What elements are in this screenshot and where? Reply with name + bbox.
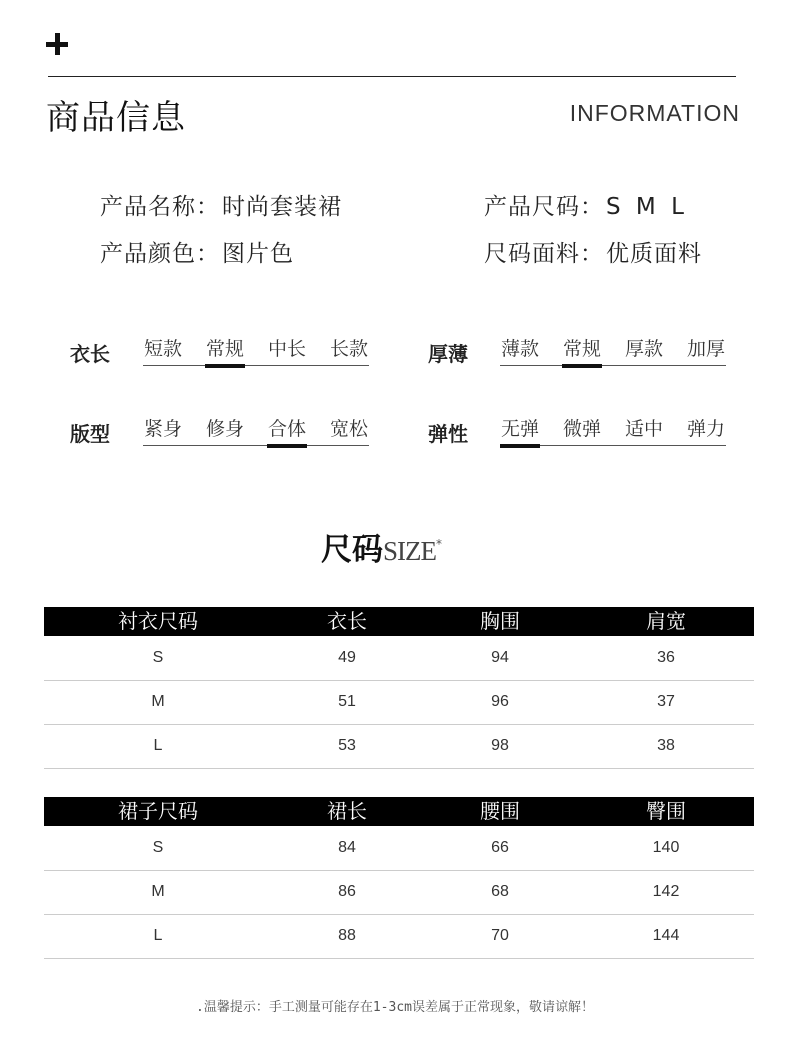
table-cell: 144 [578, 914, 754, 958]
info-value: 时尚套装裙 [222, 194, 342, 220]
measurement-note: .温馨提示：手工测量可能存在1-3cm误差属于正常现象，敬请谅解！ [196, 1000, 594, 1015]
attr-option: 弹力 [686, 418, 725, 440]
attr-option: 短款 [143, 338, 182, 360]
size-heading-cn: 尺码 [321, 532, 383, 568]
attr-options-thickness [500, 336, 726, 366]
table-header: 裙子尺码 [118, 799, 198, 823]
attr-label-elasticity: 弹性 [428, 422, 468, 446]
table-cell: 94 [422, 636, 578, 680]
table-cell: 86 [272, 870, 422, 914]
info-value: S M L [606, 194, 688, 220]
table-cell: S [44, 636, 272, 680]
table-cell: M [44, 870, 272, 914]
table-row [44, 680, 754, 724]
size-heading-en: SIZE [383, 536, 436, 566]
info-label: 尺码面料： [484, 241, 604, 267]
table-header: 衣长 [327, 609, 367, 633]
info-fabric [484, 235, 702, 268]
table-cell: 36 [578, 636, 754, 680]
table-header: 肩宽 [646, 609, 686, 633]
table-header: 臀围 [646, 799, 686, 823]
table-cell: 68 [422, 870, 578, 914]
table-header: 腰围 [480, 799, 520, 823]
table-cell: 53 [272, 724, 422, 768]
table-cell: 96 [422, 680, 578, 724]
attr-option: 微弹 [562, 418, 601, 440]
table-cell: M [44, 680, 272, 724]
attr-option: 厚款 [624, 338, 663, 360]
table-header: 胸围 [480, 609, 520, 633]
attr-option: 宽松 [329, 418, 368, 440]
table-cell: 88 [272, 914, 422, 958]
table-row [44, 826, 754, 870]
table-cell: 98 [422, 724, 578, 768]
table-cell: 49 [272, 636, 422, 680]
table-cell: 142 [578, 870, 754, 914]
table-cell: 37 [578, 680, 754, 724]
table-cell: 66 [422, 826, 578, 870]
size-heading [321, 524, 442, 569]
table-cell: 38 [578, 724, 754, 768]
table-cell: S [44, 826, 272, 870]
attr-option: 紧身 [143, 418, 182, 440]
attr-option: 薄款 [500, 338, 539, 360]
attr-option: 长款 [329, 338, 368, 360]
skirt-size-table [44, 797, 754, 959]
section-title-en: INFORMATION [569, 100, 740, 126]
attr-option: 修身 [205, 418, 244, 440]
info-product-name [100, 188, 342, 221]
table-cell: L [44, 914, 272, 958]
table-cell: 140 [578, 826, 754, 870]
section-title: 商品信息 [46, 98, 186, 138]
table-row [44, 870, 754, 914]
table-header: 裙长 [327, 799, 367, 823]
table-row [44, 914, 754, 958]
table-cell: 51 [272, 680, 422, 724]
attr-options-elasticity [500, 416, 726, 446]
attr-label-length: 衣长 [70, 342, 110, 366]
top-divider [48, 76, 736, 77]
attr-option-selected: 无弹 [500, 416, 540, 445]
attr-option-selected: 常规 [205, 336, 245, 365]
table-header-row [44, 797, 754, 826]
attr-options-length [143, 336, 369, 366]
info-label: 产品颜色： [100, 241, 220, 267]
attr-option: 中长 [267, 338, 306, 360]
info-value: 图片色 [222, 241, 294, 267]
info-label: 产品名称： [100, 194, 220, 220]
attr-option-selected: 常规 [562, 336, 602, 365]
table-cell: 70 [422, 914, 578, 958]
table-row [44, 724, 754, 768]
attr-label-fit: 版型 [70, 422, 110, 446]
table-header-row [44, 607, 754, 636]
attr-options-fit [143, 416, 369, 446]
info-value: 优质面料 [606, 241, 702, 267]
attr-option: 加厚 [686, 338, 725, 360]
star-icon: * [436, 537, 442, 551]
info-label: 产品尺码： [484, 194, 604, 220]
info-product-size [484, 188, 688, 221]
attr-label-thickness: 厚薄 [428, 342, 468, 366]
plus-icon [46, 33, 68, 55]
table-row [44, 636, 754, 680]
table-header: 衬衣尺码 [118, 609, 198, 633]
attr-option-selected: 合体 [267, 416, 307, 445]
shirt-size-table [44, 607, 754, 769]
table-cell: 84 [272, 826, 422, 870]
info-product-color [100, 235, 294, 268]
table-cell: L [44, 724, 272, 768]
attr-option: 适中 [624, 418, 663, 440]
